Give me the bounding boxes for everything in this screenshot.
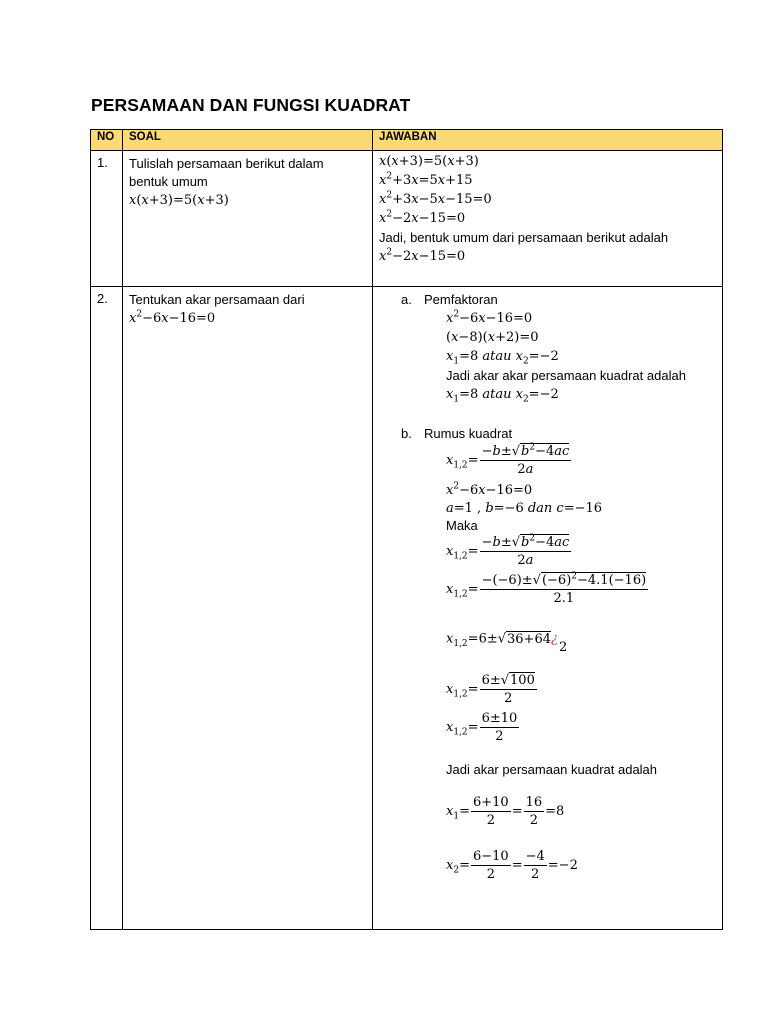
equation: x(x+3)=5(x+3): [129, 193, 229, 208]
answer-summary: Jadi, bentuk umum dari persamaan berikut adalah: [379, 230, 669, 245]
simplified-step: $x_{1,2}=$ $\frac{6\pm 10}{2}$: [446, 711, 518, 744]
equation: $x^2-6x-16=0$: [446, 309, 533, 326]
method-summary: Jadi akar persamaan kuadrat adalah: [446, 762, 658, 777]
equation: $x^2+3x=5x+15$: [379, 171, 473, 188]
answer-cell: [373, 287, 723, 930]
question-text: Tentukan akar persamaan dari: [129, 292, 305, 307]
equation: $x^2-2x-15=0$: [379, 247, 466, 264]
list-marker: b.: [401, 426, 412, 441]
method-title: Pemfaktoran: [424, 292, 498, 307]
list-marker: a.: [401, 292, 412, 307]
method-a: [401, 290, 716, 404]
row-number: 2.: [91, 287, 123, 930]
root-x1: $x_1=$ $\frac{6+10}{2}$ = $\frac{16}{2}$ =8: [446, 795, 565, 828]
answer-cell: [373, 151, 723, 287]
equation: $x^2-6x-16=0$: [129, 309, 216, 326]
equation: (x−8)(x+2)=0: [446, 330, 539, 345]
header-jawaban: JAWABAN: [373, 130, 723, 151]
method-b: [401, 424, 716, 886]
table-row: [91, 151, 723, 287]
header-soal: SOAL: [123, 130, 373, 151]
simplified-step: $x_{1,2}=$ $\frac{6\pm√100}{2}$: [446, 673, 535, 706]
quadratic-formula: $x_{1,2}=$ $\frac{-b\pm√b^2-4ac}{2a}$: [446, 442, 570, 477]
quadratic-formula: $x_{1,2}=$ $\frac{-b\pm√b^2-4ac}{2a}$: [446, 533, 570, 568]
question-cell: [123, 287, 373, 930]
substitution: $x_{1,2}=$ $\frac{-(-6)\pm√(-6)^2-4.1(-16)}{2.1}$: [446, 571, 647, 606]
row-number: 1.: [91, 151, 123, 287]
table-header-row: [91, 130, 723, 151]
simplified-step: $x_{1,2}=6\pm√36+64¿$ 2: [446, 631, 568, 655]
problem-table: [90, 129, 723, 930]
equation: x(x+3)=5(x+3): [379, 154, 479, 169]
question-text: Tulislah persamaan berikut dalam bentuk umum: [129, 156, 324, 189]
equation: $x^2-2x-15=0$: [379, 209, 466, 226]
page-title: PERSAMAAN DAN FUNGSI KUADRAT: [91, 95, 411, 115]
question-cell: [123, 151, 373, 287]
method-title: Rumus kuadrat: [424, 426, 513, 441]
equation: $x^2-6x-16=0$: [446, 481, 533, 498]
equation: $x_1=8$ atau $x_2=-2$: [446, 349, 559, 367]
maka-label: Maka: [446, 518, 478, 533]
equation: $x^2+3x-5x-15=0$: [379, 190, 492, 207]
coefficients: a=1 , b=−6 dan c=−16: [446, 501, 603, 516]
equation: $x_1=8$ atau $x_2=-2$: [446, 387, 559, 405]
root-x2: $x_2=$ $\frac{6-10}{2}$ = $\frac{-4}{2}$ =−2: [446, 849, 578, 882]
table-row: [91, 287, 723, 930]
method-summary: Jadi akar akar persamaan kuadrat adalah: [446, 368, 686, 383]
header-no: NO: [91, 130, 123, 151]
